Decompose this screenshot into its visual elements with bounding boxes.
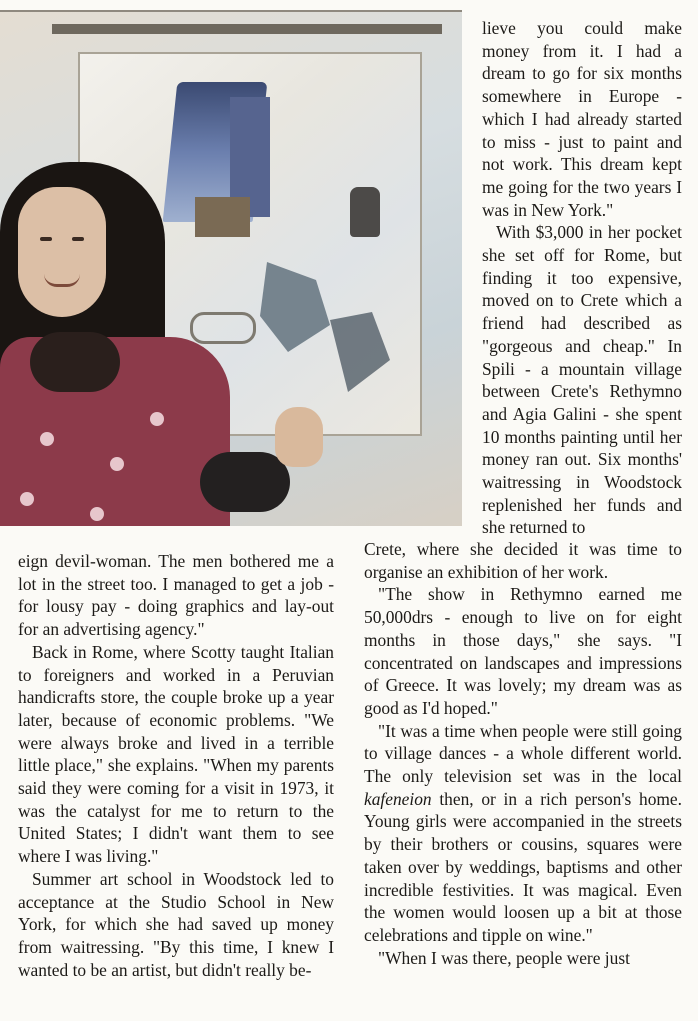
woman-hand bbox=[275, 407, 323, 467]
woman-collar bbox=[30, 332, 120, 392]
coat-pattern bbox=[150, 412, 164, 426]
coat-pattern bbox=[110, 457, 124, 471]
italic-term: kafeneion bbox=[364, 788, 432, 809]
paragraph bbox=[364, 720, 682, 947]
paragraph: Crete, where she decided it was time to organise an exhibition of her work. bbox=[364, 539, 682, 582]
coat-pattern bbox=[90, 507, 104, 521]
paragraph: Summer art school in Woodstock led to acceptance at the Studio School in New York, for which she had saved up money from waitressing. "By this time, I knew I wanted to be an artist, but didn't really be- bbox=[18, 868, 334, 980]
paragraph: "The show in Rethymno earned me 50,000drs - enough to live on for eight months in those days," she says. "I concentrated on landscapes and impressions of Greece. It was lovely; my dream was as good as I'd hoped." bbox=[364, 584, 682, 718]
paragraph: "When I was there, people were just bbox=[378, 947, 630, 968]
painting-glasses bbox=[190, 312, 256, 344]
painting-box bbox=[195, 197, 250, 237]
painting-jar bbox=[350, 187, 380, 237]
text-run: then, or in a rich person's home. Young girls were accompanied in the streets by their brothers or cousins, squares were taken over by weddings, baptisms and other incredible festivities. It was magical. Even the women would loosen up a bit at those celebrations and tipple on wine." bbox=[364, 788, 682, 945]
column-right-top bbox=[482, 17, 682, 539]
woman-eye bbox=[72, 237, 84, 241]
wall-frame bbox=[52, 24, 442, 34]
text-run: "It was a time when people were still going to village dances - a whole different world. The only television set was in the local bbox=[364, 720, 682, 787]
woman-face bbox=[18, 187, 106, 317]
paragraph: lieve you could make money from it. I had a dream to go for six months somewhere in Europe - which I had already started to miss - just to paint and not work. This dream kept me going for the two years I was in New York." bbox=[482, 18, 682, 220]
woman-eye bbox=[40, 237, 52, 241]
coat-pattern bbox=[20, 492, 34, 506]
paragraph: Back in Rome, where Scotty taught Italian to foreigners and worked in a Peruvian handicrafts store, the couple broke up a year later, because of economic problems. "We were always broke and lived in a terrible little place," she explains. "When my parents said they were coming for a visit in 1973, it was the catalyst for me to return to the United States; I didn't want them to see where I was living." bbox=[18, 641, 334, 867]
woman-sleeve bbox=[200, 452, 290, 512]
coat-pattern bbox=[40, 432, 54, 446]
column-right bbox=[364, 538, 682, 969]
column-left bbox=[18, 550, 334, 981]
artist-photo bbox=[0, 10, 462, 526]
paragraph: With $3,000 in her pocket she set off for Rome, but finding it too expensive, moved on to Crete which a friend had described as "gorgeous and cheap." In Spili - a mountain village between Crete's Rethymno and Agia Galini - she spent 10 months painting until her money ran out. Six months' waitressing in Woodstock replenished her funds and she returned to bbox=[482, 222, 682, 538]
paragraph: eign devil-woman. The men bothered me a lot in the street too. I managed to get a job - for lousy pay - doing graphics and lay-out for an advertising agency." bbox=[18, 551, 334, 640]
